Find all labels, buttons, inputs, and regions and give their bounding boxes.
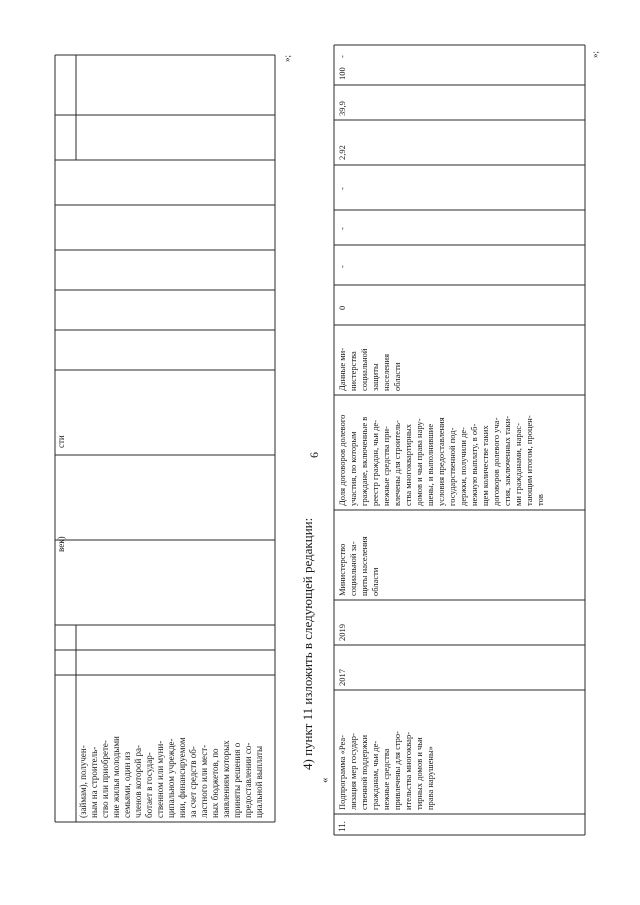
value-cell-1: 0 — [337, 305, 347, 310]
indicator-line-14: щем количестве таких — [480, 425, 490, 506]
subprogram-line-9: права нарушены» — [425, 746, 435, 810]
desc-line-15: приняты решения о — [232, 742, 242, 818]
executor-line-2: социальной за- — [348, 541, 358, 596]
fragment-век: век) — [56, 536, 66, 552]
desc-line-7: ботает в государ- — [144, 752, 154, 818]
subprogram-line-2: лизация мер государ- — [348, 733, 358, 810]
top-table — [55, 55, 292, 822]
desc-line-9: ципальном учрежде- — [166, 738, 176, 818]
row-close-mark: »; — [590, 50, 600, 58]
indicator-line-3: граждане, включенные в — [359, 416, 369, 506]
value-cell-2: - — [337, 265, 347, 268]
indicator-line-8: домов и чьи права нару- — [414, 418, 424, 506]
page-number: 6 — [307, 452, 321, 458]
amendment-instruction: 4) пункт 11 изложить в следующей редакции: — [300, 517, 315, 770]
desc-line-10: нии, финансируемом — [177, 737, 187, 818]
executor-line-1: Министерство — [337, 543, 347, 596]
value-cell-7: 100 — [337, 67, 347, 80]
indicator-line-17: ми гражданами, нарас- — [513, 423, 523, 506]
executor-line-3: щиты населения — [359, 536, 369, 596]
desc-line-14: заявлениям которых — [221, 740, 231, 818]
source-line-3: социальной — [359, 348, 369, 391]
desc-line-5: семьями, один из — [122, 751, 132, 818]
value-cell-8: - — [337, 55, 347, 58]
desc-line-4: ние жилья молодыми — [111, 736, 121, 818]
indicator-line-18: тающим итогом, процен- — [524, 415, 534, 506]
value-cell-4: - — [337, 187, 347, 190]
desc-line-12: ластного или мест- — [199, 744, 209, 818]
indicator-line-9: шены, и выполнившие — [425, 423, 435, 506]
source-line-4: защиты — [370, 363, 380, 391]
source-line-5: населения — [381, 354, 391, 391]
row-number: 11. — [337, 821, 347, 832]
desc-line-8: ственном или муни- — [155, 740, 165, 818]
indicator-line-6: влечены для строитель- — [392, 420, 402, 506]
indicator-line-19: тов — [535, 494, 545, 506]
top-close-mark: »; — [282, 54, 292, 62]
subprogram-line-5: нежные средства — [381, 748, 391, 810]
value-cell-3: - — [337, 227, 347, 230]
subprogram-line-4: гражданам, чьи де- — [370, 740, 380, 810]
desc-line-13: ных бюджетов, по — [210, 748, 220, 818]
indicator-line-12: держки, получили де- — [458, 427, 468, 506]
indicator-line-4: реестр граждан, чьи де- — [370, 419, 380, 506]
executor-line-4: области — [370, 567, 380, 596]
subprogram-line-3: ственной поддержки — [359, 734, 369, 810]
indicator-line-13: нежную выплату, в об- — [469, 423, 479, 506]
indicator-line-16: стия, заключенных таки- — [502, 415, 512, 506]
desc-line-2: ным на строитель- — [89, 746, 99, 818]
row-11-table — [334, 45, 600, 835]
indicator-line-5: нежные средства при- — [381, 426, 391, 506]
source-line-1: Данные ми- — [337, 347, 347, 391]
year-end: 2019 — [337, 624, 347, 641]
indicator-line-2: участия, по которым — [348, 431, 358, 506]
indicator-line-7: ства многоквартирных — [403, 424, 413, 506]
subprogram-line-8: тирных домов и чьи — [414, 737, 424, 810]
desc-line-17: циальной выплаты — [254, 745, 264, 818]
subprogram-line-6: привлечены для стро- — [392, 730, 402, 810]
value-cell-5: 2,92 — [337, 145, 347, 160]
source-line-2: нистерства — [348, 351, 358, 391]
subprogram-line-7: ительства многоквар- — [403, 731, 413, 810]
open-quote: « — [319, 777, 331, 783]
desc-line-3: ство или приобрете- — [100, 740, 110, 818]
fragment-сти: сти — [56, 435, 66, 448]
desc-line-6: членов которой ра- — [133, 745, 143, 818]
indicator-line-15: договоров долевого уча- — [491, 417, 501, 506]
indicator-line-1: Доля договоров долевого — [337, 414, 347, 506]
year-start: 2017 — [337, 669, 347, 686]
desc-line-11: за счет средств об- — [188, 746, 198, 818]
indicator-line-10: условия предоставления — [436, 417, 446, 506]
desc-line-1: (займам), получен- — [78, 745, 88, 818]
source-line-6: области — [392, 362, 402, 391]
subprogram-line-1: Подпрограмма «Реа- — [337, 735, 347, 810]
value-cell-6: 39,9 — [337, 101, 347, 116]
desc-line-16: предоставлении со- — [243, 742, 253, 818]
indicator-line-11: государственной под- — [447, 427, 457, 506]
